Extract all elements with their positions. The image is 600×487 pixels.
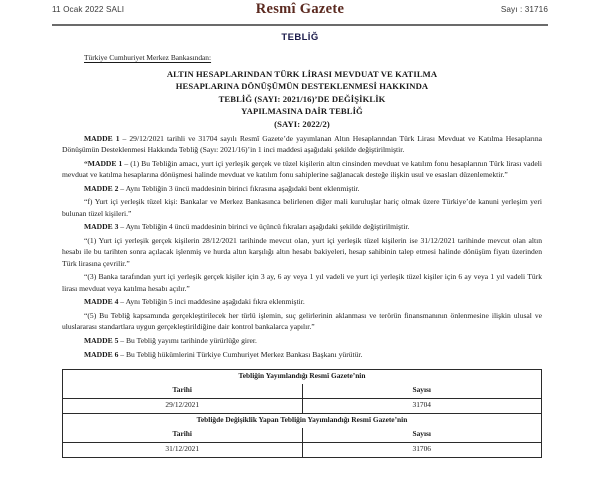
document-title-number: (SAYI: 2022/2) [274,118,330,129]
article-label: MADDE 4 [84,297,119,307]
masthead-divider [52,24,548,26]
article-paragraph [62,235,542,269]
document-title-line-1: ALTIN HESAPLARINDAN TÜRK LİRASI MEVDUAT VE KATILMA [166,68,438,79]
article-paragraph [62,349,542,360]
table-row [63,398,542,413]
table-row [63,369,542,384]
article-paragraph [62,335,542,346]
article-text: Aynı Tebliğin 3 üncü maddesinin birinci fıkrasına aşağıdaki bent eklenmiştir. [125,183,360,193]
article-text: “(5) Bu Tebliğ kapsamında gerçekleştirilecek her türlü işlemin, suç gelirlerinin aklanması ve terörün finansmanının önlenmesine ilişkin ulusal ve uluslararası standartlara uygun gerçekleştirildiğine dair kontrol bankalarca yapılır.” [62,311,542,332]
article-dash: – [118,297,126,307]
article-text: “(1) Yurt içi yerleşik gerçek kişilerin 28/12/2021 tarihinde mevcut olan, yurt içi yerleşik tüzel kişilerin ise 31/12/2021 tarihinde mevcut olan altın hesabı ile bu tarihten sonra açılacak işlenmiş ve hurda altın karşılığı altın hesabı bakiyeleri, hesap sahibinin talep etmesi halinde dönüşüm fiyatı üzerinden Türk lirasına çevrilir.” [62,236,542,268]
document-title-line-3: TEBLİĞ (SAYI: 2021/16)’DE DEĞİŞİKLİK [218,93,386,104]
article-dash: – [118,183,126,193]
article-text: “(3) Banka tarafından yurt içi yerleşik gerçek kişiler için 3 ay, 6 ay veya 1 yıl vadeli ve yurt içi yerleşik tüzel kişiler için 6 ay veya 1 yıl vadeli Türk lirası mevduat veya katılma hesabı açılır.” [62,272,542,293]
article-paragraph [62,296,542,307]
article-label: MADDE 6 [84,349,119,359]
table-block1-heading: Tebliğin Yayımlandığı Resmî Gazete’nin [63,369,542,384]
issuing-authority: Türkiye Cumhuriyet Merkez Bankasından: [84,53,212,62]
table-block1-col2-header: Sayısı [302,384,542,399]
table-block2-heading: Tebliğde Değişiklik Yapan Tebliğin Yayımlandığı Resmî Gazete’nin [63,413,542,428]
document-title [62,68,542,130]
article-paragraph [62,271,542,293]
masthead-date: 11 Ocak 2022 SALI [52,5,125,14]
table-row [63,384,542,399]
article-text: Bu Tebliğ yayımı tarihinde yürürlüğe girer. [125,335,257,345]
article-paragraph [62,183,542,194]
article-text: “f) Yurt içi yerleşik tüzel kişi: Bankalar ve Merkez Bankasınca belirlenen diğer mali kuruluşlar hariç olmak üzere Türkiye’de kanuni yerleşim yeri bulunan tüzel kişileri.” [62,197,542,218]
table-row [63,428,542,443]
document-body [62,53,542,458]
article-paragraph [62,196,542,218]
article-paragraph [62,221,542,232]
table-block1-col1-value: 29/12/2021 [63,398,303,413]
masthead [52,0,548,24]
article-dash: – [119,133,130,143]
table-block2-col2-header: Sayısı [302,428,542,443]
table-row [63,442,542,457]
section-heading: TEBLİĞ [281,32,319,43]
document-title-line-4: YAPILMASINA DAİR TEBLİĞ [241,106,363,117]
article-list [62,133,542,360]
article-label: MADDE 1 [84,133,120,143]
table-block2-col1-value: 31/12/2021 [63,442,303,457]
article-text: Aynı Tebliğin 5 inci maddesine aşağıdaki fıkra eklenmiştir. [125,297,305,307]
table-block1-col2-value: 31704 [302,398,542,413]
masthead-title: Resmî Gazete [255,1,345,17]
table-block1-col1-header: Tarihi [63,384,303,399]
table-row [63,413,542,428]
article-dash: – [118,222,126,232]
article-text: Bu Tebliğ hükümlerini Türkiye Cumhuriyet Merkez Bankası Başkanı yürütür. [125,349,363,359]
article-label: MADDE 2 [84,183,119,193]
table-block2-col1-header: Tarihi [63,428,303,443]
article-label: “MADDE 1 [84,158,123,168]
article-text: (1) Bu Tebliğin amacı, yurt içi yerleşik gerçek ve tüzel kişilerin altın cinsinden mevduat ve katılım fonu hesaplarının Türk lirası vadeli mevduat ve katılma hesaplarına dönüşmesi halinde mevduat ve katılım fonu sahiplerine sağlanacak desteğe ilişkin usul ve esasları düzenlemektir.” [62,158,542,179]
article-paragraph [62,133,542,155]
article-label: MADDE 5 [84,335,119,345]
article-paragraph [62,310,542,332]
article-dash: – [122,158,131,168]
article-text: Aynı Tebliğin 4 üncü maddesinin birinci ve üçüncü fıkraları aşağıdaki şekilde değiştirilmiştir. [125,222,410,232]
publication-reference-table [62,369,542,458]
article-dash: – [118,349,126,359]
masthead-issue-number: Sayı : 31716 [500,5,548,14]
article-text: 29/12/2021 tarihli ve 31704 sayılı Resmî Gazete’de yayımlanan Altın Hesaplarından Türk Lirası Mevduat ve Katılma Hesaplarına Dönüşümün Desteklenmesi Hakkında Tebliğ (Sayı: 2021/16)’in 1 inci maddesi aşağıdaki şekilde değiştirilmiştir. [62,133,542,154]
article-label: MADDE 3 [84,222,119,232]
article-paragraph [62,158,542,180]
table-block2-col2-value: 31706 [302,442,542,457]
article-dash: – [118,335,126,345]
document-title-line-2: HESAPLARINA DÖNÜŞÜMÜN DESTEKLENMESİ HAKKINDA [175,81,429,92]
